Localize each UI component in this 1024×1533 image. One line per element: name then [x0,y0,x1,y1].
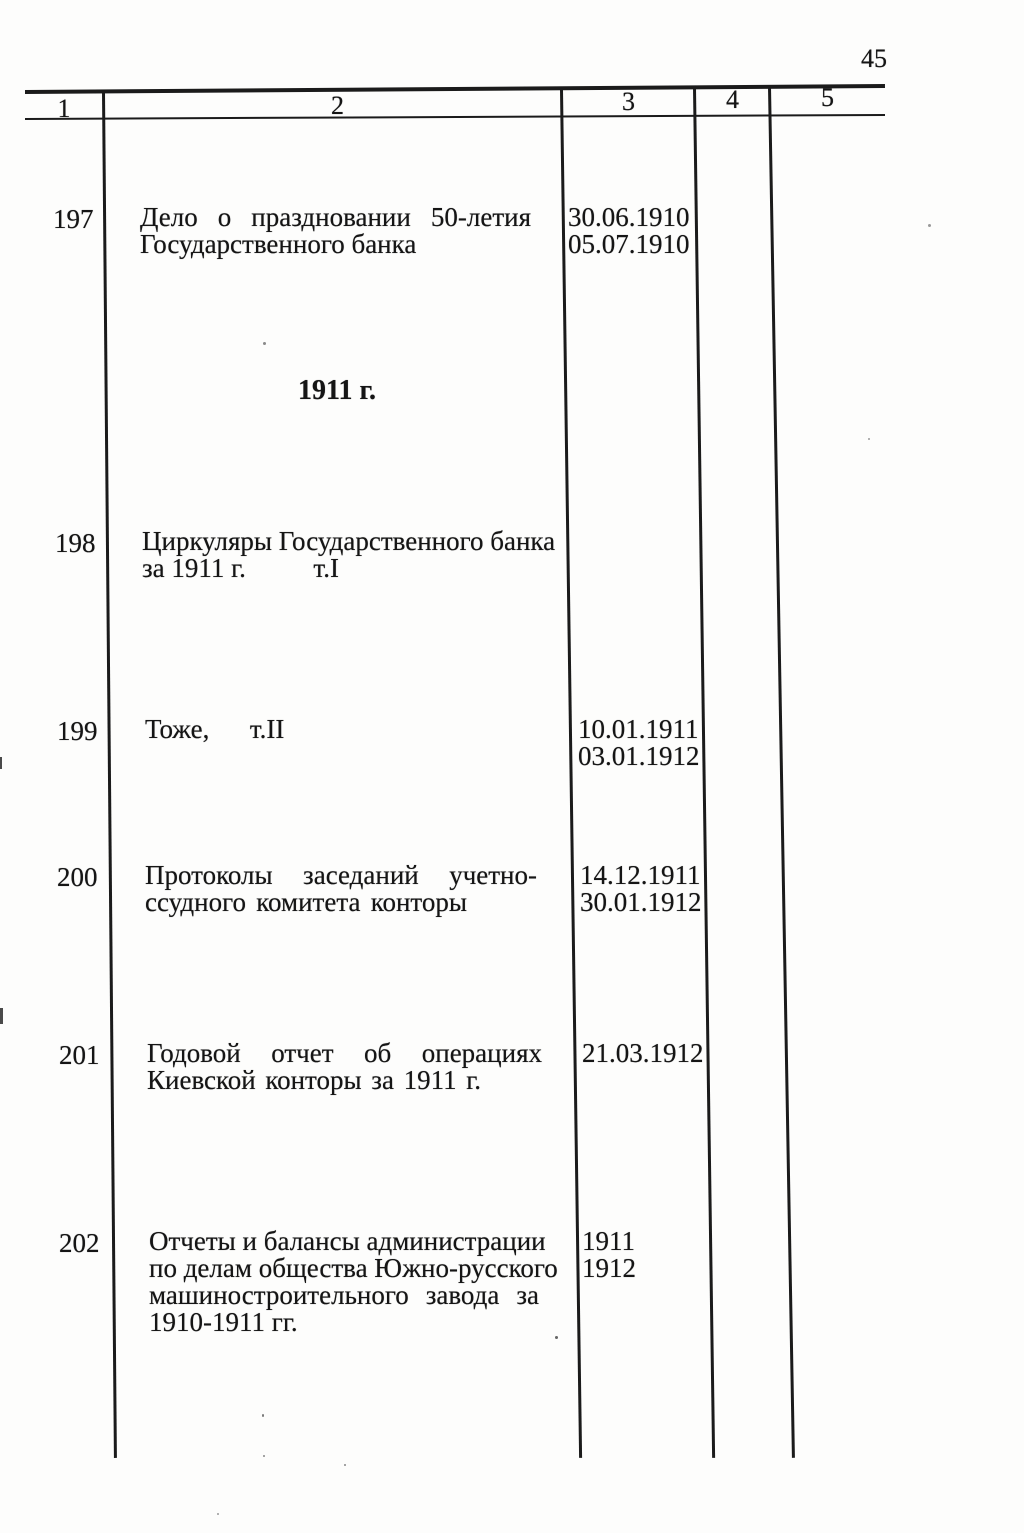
column-header-3: 3 [622,87,635,116]
column-header-2: 2 [331,91,344,120]
date-line: 30.01.1912 [580,887,702,917]
entry-title [147,1040,557,1094]
entry-title [140,204,550,258]
page-number: 45 [861,44,887,73]
entry-number: 198 [55,528,96,558]
date-line: 1912 [582,1253,636,1283]
scan-speck [344,1464,346,1466]
scan-speck [263,342,266,345]
title-line: 1910-1911 гг. [149,1307,298,1337]
column-header-1: 1 [57,94,71,123]
entry-title [145,862,555,916]
title-line: машиностроительного завода за [149,1280,539,1310]
title-line: Тоже, т.II [145,714,285,744]
scan-speck [928,224,931,227]
entry-dates [580,862,710,916]
scan-speck [555,1336,558,1339]
title-line: Протоколы заседаний учетно- [145,860,537,890]
title-line: Дело о праздновании 50-летия [140,202,531,232]
entry-number: 202 [59,1228,100,1258]
title-line: Киевской конторы за 1911 г. [147,1065,481,1095]
date-line: 30.06.1910 [568,202,690,232]
entry-title [149,1228,559,1336]
title-line: Годовой отчет об операциях [147,1038,542,1068]
title-line: Циркуляры Государственного банка [142,526,556,556]
scan-edge-mark [0,1008,3,1024]
column-divider-2-3 [560,90,582,1458]
entry-dates [578,716,708,770]
scan-speck [868,438,870,440]
title-line: Государственного банка [140,229,417,259]
date-line: 10.01.1911 [578,714,699,744]
entry-title [142,526,556,583]
entry-dates [568,204,698,258]
date-line: 05.07.1910 [568,229,690,259]
title-line: за 1911 г. т.I [142,553,339,583]
column-divider-4-5 [768,87,795,1458]
entry-number: 197 [53,204,94,234]
date-line: 21.03.1912 [582,1038,704,1068]
scan-speck [262,1414,264,1417]
scan-speck [263,1455,265,1457]
column-header-5: 5 [821,83,834,112]
year-section-heading: 1911 г. [298,375,377,406]
entry-title [145,716,555,743]
entry-dates [582,1228,712,1282]
entry-number: 199 [57,716,98,746]
entry-number: 201 [59,1040,100,1070]
date-line: 14.12.1911 [580,860,701,890]
scan-edge-mark [0,757,2,769]
entry-number: 200 [57,862,98,892]
entry-dates [582,1040,712,1067]
title-line: Отчеты и балансы администрации [149,1226,546,1256]
column-header-4: 4 [726,85,739,114]
title-line: по делам общества Южно-русского [149,1253,558,1283]
scan-speck [217,1513,219,1515]
title-line: ссудного комитета конторы [145,887,467,917]
date-line: 1911 [582,1226,635,1256]
date-line: 03.01.1912 [578,741,700,771]
